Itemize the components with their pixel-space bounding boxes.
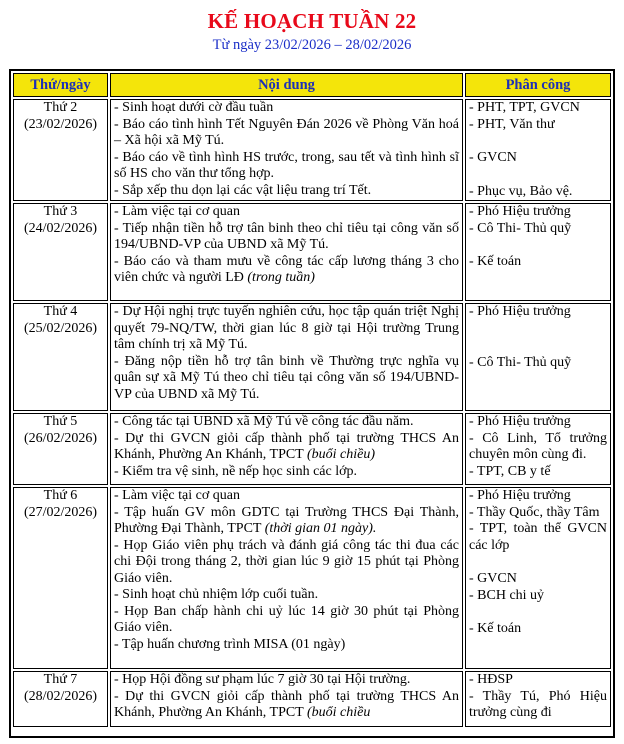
day-name: Thứ 7 (43, 672, 78, 687)
table-row (13, 413, 611, 485)
day-cell (13, 413, 108, 485)
assign-cell (465, 671, 611, 727)
assign-item: - Thầy Quốc, thầy Tâm (469, 504, 600, 520)
content-item: - Tiếp nhận tiền hỗ trợ tân binh theo chỉ tiêu tại công văn số 194/UBND-VP của UBND xã Mỹ Tú. (114, 220, 459, 252)
table-row (13, 303, 611, 411)
column-header-assign: Phân công (465, 73, 611, 97)
day-name: Thứ 3 (43, 204, 78, 219)
table-header-row (13, 73, 611, 97)
content-cell (110, 413, 463, 485)
assign-item: - Cô Thi- Thủ quỹ (469, 354, 572, 370)
column-header-day: Thứ/ngày (13, 73, 108, 97)
content-cell (110, 99, 463, 201)
day-date: (28/02/2026) (23, 688, 98, 704)
day-name: Thứ 2 (43, 100, 78, 115)
assign-cell (465, 487, 611, 669)
content-item (114, 254, 459, 287)
assign-item: - TPT, CB y tế (469, 463, 551, 479)
content-cell (110, 203, 463, 301)
table-row (13, 671, 611, 727)
table-row (13, 487, 611, 669)
page-title: KẾ HOẠCH TUẦN 22 (207, 9, 417, 33)
content-note: (thời gian 01 ngày). (264, 521, 377, 536)
assign-item: - Phó Hiệu trưởng (469, 414, 571, 429)
assign-item: - GVCN (469, 571, 517, 586)
day-date: (26/02/2026) (23, 430, 98, 446)
assign-item: - Phục vụ, Bảo vệ. (469, 183, 573, 199)
content-item: - Họp Hội đồng sư phạm lúc 7 giờ 30 tại Hội trường. (114, 672, 411, 687)
day-cell (13, 99, 108, 201)
content-item (114, 505, 459, 538)
assign-item: - Thầy Tú, Phó Hiệu trưởng cùng đi (469, 688, 607, 720)
content-note: (buổi chiều (307, 705, 371, 720)
content-item: - Tập huấn chương trình MISA (01 ngày) (114, 636, 346, 652)
content-item: - Báo cáo về tình hình HS trước, trong, sau tết và tình hình sĩ số HS cho văn thư tổng hợp. (114, 149, 459, 181)
day-cell (13, 487, 108, 669)
column-header-content: Nội dung (110, 73, 463, 97)
weekly-plan-table (11, 71, 613, 729)
assign-cell (465, 99, 611, 201)
day-cell (13, 303, 108, 411)
content-cell (110, 487, 463, 669)
assign-item: - Cô Thi- Thủ quỹ (469, 220, 572, 236)
content-item: - Họp Ban chấp hành chi uỷ lúc 14 giờ 30 phút tại Phòng Giáo viên. (114, 603, 459, 635)
day-date: (25/02/2026) (23, 320, 98, 336)
content-cell (110, 671, 463, 727)
content-cell (110, 303, 463, 411)
day-cell (13, 671, 108, 727)
assign-item: - PHT, TPT, GVCN (469, 100, 580, 115)
content-item: - Đăng nộp tiền hỗ trợ tân binh về Thường trực nghĩa vụ quân sự xã Mỹ Tú theo chỉ tiêu tại công văn số 194/UBND-VP của UBND xã Mỹ Tú. (114, 353, 459, 402)
content-item: - Công tác tại UBND xã Mỹ Tú về công tác đầu năm. (114, 414, 414, 429)
content-item: - Sắp xếp thu dọn lại các vật liệu trang trí Tết. (114, 182, 372, 198)
assign-cell (465, 203, 611, 301)
content-item: - Báo cáo tình hình Tết Nguyên Đán 2026 về Phòng Văn hoá – Xã hội xã Mỹ Tú. (114, 116, 459, 148)
table-row (13, 203, 611, 301)
day-name: Thứ 4 (43, 304, 78, 319)
content-note: (trong tuần) (247, 270, 315, 285)
content-item: - Họp Giáo viên phụ trách và đánh giá công tác thi đua các chi Đội trong tháng 2, thời gian lúc 9 giờ 15 phút tại Phòng Giáo viên. (114, 537, 459, 586)
day-name: Thứ 5 (43, 414, 78, 429)
assign-item: - Cô Linh, Tổ trưởng chuyên môn cùng đi. (469, 430, 607, 462)
day-date: (27/02/2026) (23, 504, 98, 520)
assign-item: - BCH chi uỷ (469, 587, 545, 603)
content-text: - Tập huấn GV môn GDTC tại Trường THCS Đại Thành, Phường Đại Thành, TPCT (114, 504, 459, 536)
assign-item: - Phó Hiệu trưởng (469, 304, 571, 319)
assign-item: - GVCN (469, 150, 517, 165)
day-date: (23/02/2026) (23, 116, 98, 132)
table-row (13, 99, 611, 201)
assign-item: - Phó Hiệu trưởng (469, 488, 571, 503)
content-item: - Sinh hoạt chủ nhiệm lớp cuối tuần. (114, 587, 319, 602)
content-item: - Dự Hội nghị trực tuyến nghiên cứu, học tập quán triệt Nghị quyết 79-NQ/TW, thời gian lúc 8 giờ tại Hội trường Trung tâm chính trị xã Mỹ Tú. (114, 304, 459, 352)
assign-item: - HĐSP (469, 672, 513, 687)
content-item: - Làm việc tại cơ quan (114, 204, 240, 219)
content-item: - Kiểm tra vệ sinh, nề nếp học sinh các lớp. (114, 463, 357, 479)
day-cell (13, 203, 108, 301)
assign-item: - PHT, Văn thư (469, 116, 555, 132)
day-date: (24/02/2026) (23, 220, 98, 236)
assign-cell (465, 303, 611, 411)
assign-item: - Kế toán (469, 621, 522, 636)
content-item: - Sinh hoạt dưới cờ đầu tuần (114, 100, 274, 115)
date-range: Từ ngày 23/02/2026 – 28/02/2026 (212, 37, 412, 53)
content-text: - Dự thi GVCN giỏi cấp thành phố tại trường THCS An Khánh, Phường An Khánh, TPCT (114, 430, 459, 462)
content-text: - Dự thi GVCN giỏi cấp thành phố tại trường THCS An Khánh, Phường An Khánh, TPCT (114, 688, 459, 720)
assign-cell (465, 413, 611, 485)
assign-item: - Phó Hiệu trưởng (469, 204, 571, 219)
day-name: Thứ 6 (43, 488, 78, 503)
content-text: - Báo cáo và tham mưu về công tác cấp lương tháng 3 cho viên chức và người LĐ (114, 253, 459, 285)
content-note: (buổi chiều) (307, 447, 376, 462)
content-item (114, 689, 459, 722)
assign-item: - TPT, toàn thể GVCN các lớp (469, 521, 607, 553)
content-item (114, 431, 459, 464)
assign-item: - Kế toán (469, 254, 522, 269)
content-item: - Làm việc tại cơ quan (114, 488, 240, 503)
